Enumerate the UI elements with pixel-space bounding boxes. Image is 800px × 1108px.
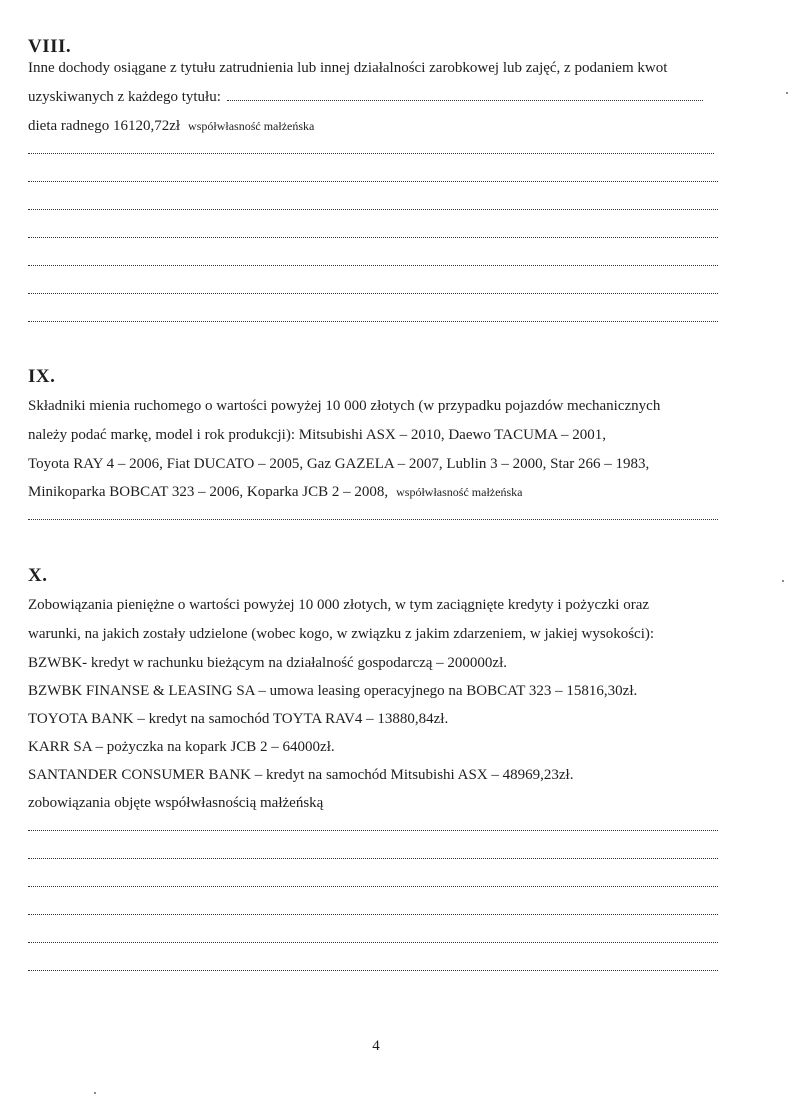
dotted-line — [28, 830, 718, 831]
scan-speck — [94, 1092, 96, 1094]
dotted-line — [28, 886, 718, 887]
scan-speck — [786, 92, 788, 94]
section-ix-line-4 — [28, 482, 720, 502]
dotted-line — [28, 914, 718, 915]
section-x-liability-4: KARR SA – pożyczka na kopark JCB 2 – 64000zł. — [28, 739, 335, 755]
fill-dots — [227, 100, 703, 101]
section-viii-title: VIII. — [28, 36, 72, 57]
section-ix-line-3: Toyota RAY 4 – 2006, Fiat DUCATO – 2005, Gaz GAZELA – 2007, Lublin 3 – 2000, Star 266 – 1983, — [28, 456, 650, 472]
section-x-liability-2: BZWBK FINANSE & LEASING SA – umowa leasing operacyjnego na BOBCAT 323 – 15816,30zł. — [28, 683, 638, 699]
section-viii-line-2 — [28, 87, 720, 107]
dotted-line — [28, 209, 718, 210]
dotted-line — [28, 970, 718, 971]
dotted-line — [28, 321, 718, 322]
section-ix-title: IX. — [28, 366, 56, 387]
section-viii-income: dieta radnego 16120,72zł — [28, 118, 181, 134]
page-number: 4 — [372, 1038, 380, 1054]
section-viii-line-2-text: uzyskiwanych z każdego tytułu: — [28, 89, 221, 105]
section-ix-line-1: Składniki mienia ruchomego o wartości powyżej 10 000 złotych (w przypadku pojazdów mechanicznych — [28, 398, 661, 414]
dotted-line — [28, 237, 718, 238]
section-ix-line-2: należy podać markę, model i rok produkcji): Mitsubishi ASX – 2010, Daewo TACUMA – 2001, — [28, 427, 607, 443]
dotted-line — [28, 293, 718, 294]
dotted-line — [28, 519, 718, 520]
section-viii-ownership-note: współwłasność małżeńska — [188, 119, 315, 133]
section-x-line-2: warunki, na jakich zostały udzielone (wobec kogo, w związku z jakim zdarzeniem, w jakiej wysokości): — [28, 626, 655, 642]
section-x-line-1: Zobowiązania pieniężne o wartości powyżej 10 000 złotych, w tym zaciągnięte kredyty i pożyczki oraz — [28, 597, 650, 613]
scan-speck — [782, 580, 784, 582]
section-viii-line-3 — [28, 116, 720, 136]
section-x-ownership-note: zobowiązania objęte współwłasnością małżeńską — [28, 795, 324, 811]
section-x-title: X. — [28, 565, 48, 586]
section-ix-ownership-note: współwłasność małżeńska — [396, 485, 523, 499]
section-x-liability-3: TOYOTA BANK – kredyt na samochód TOYTA RAV4 – 13880,84zł. — [28, 711, 449, 727]
section-viii-line-1: Inne dochody osiągane z tytułu zatrudnienia lub innej działalności zarobkowej lub zajęć, z podaniem kwot — [28, 60, 668, 76]
dotted-line — [28, 265, 718, 266]
section-x-liability-1: BZWBK- kredyt w rachunku bieżącym na działalność gospodarczą – 200000zł. — [28, 655, 508, 671]
dotted-line — [28, 942, 718, 943]
section-ix-vehicles: Minikoparka BOBCAT 323 – 2006, Koparka JCB 2 – 2008, — [28, 484, 389, 500]
dotted-line — [28, 181, 718, 182]
dotted-line — [28, 153, 714, 154]
dotted-line — [28, 858, 718, 859]
section-x-liability-5: SANTANDER CONSUMER BANK – kredyt na samochód Mitsubishi ASX – 48969,23zł. — [28, 767, 574, 783]
